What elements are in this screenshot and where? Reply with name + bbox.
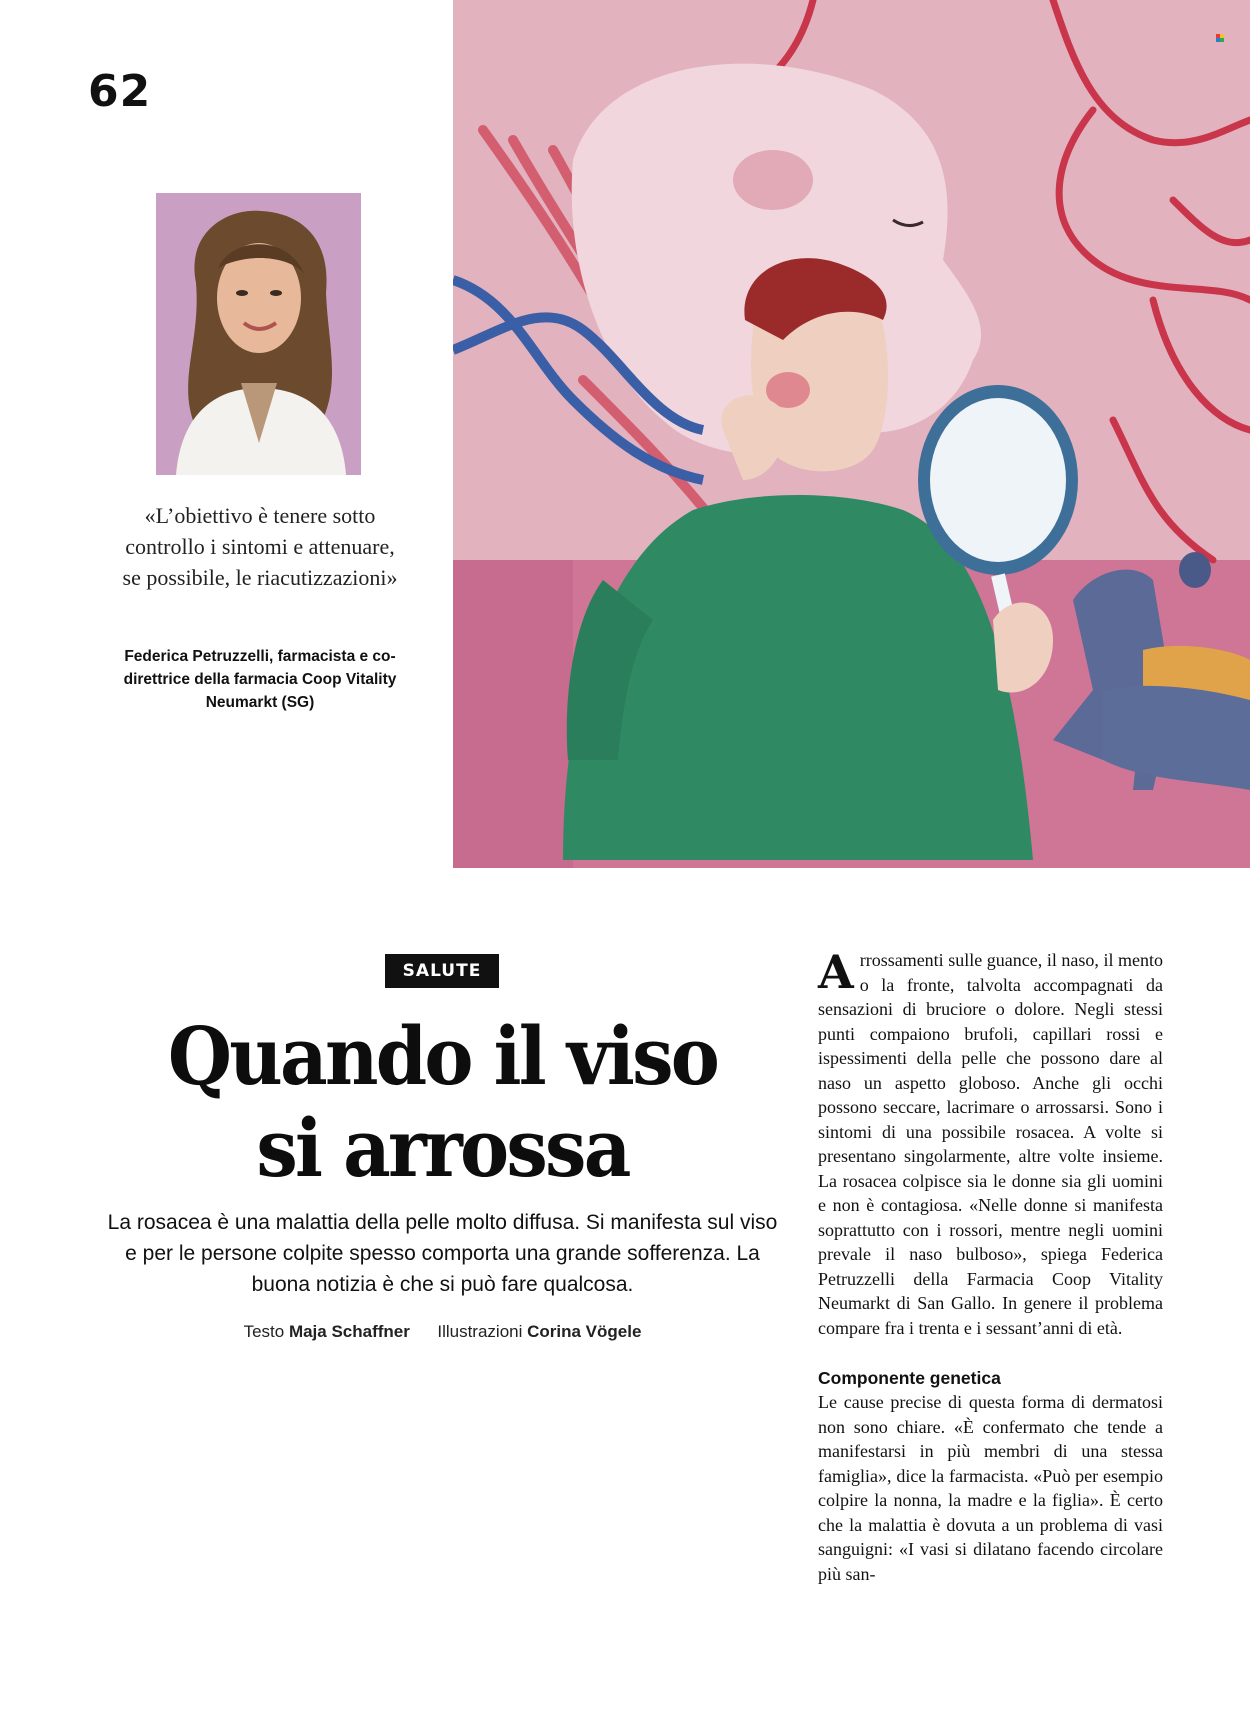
text-author: Maja Schaffner	[288, 1322, 410, 1341]
paragraph-2-text: Le cause precise di questa forma di dermatosi non sono chiare. «È confermato che tende a manifestarsi in più membri di una stessa famiglia», dice la farmacista. «Può per esempio colpire la nonna, la madre e la figlia». È certo che la malattia è dovuta a un problema di vasi sanguigni: «I vasi si dilatano facendo circolare più san-	[818, 1392, 1163, 1584]
pull-quote: «L’obiettivo è tenere sotto controllo i sintomi e attenuare, se possibile, le riacutizzazioni»	[122, 503, 398, 590]
hero-illustration	[453, 0, 1250, 868]
headline-line-2: si arrossa	[256, 1101, 629, 1195]
paragraph-1-text: rrossamenti sulle guance, il naso, il mento o la fronte, talvolta accompagnati da sensazioni di bruciore o dolore. Negli stessi punti compaiono brufoli, capillari rossi e ispessimenti della pelle che possono dare al naso un aspetto globoso. Anche gli occhi possono seccare, lacrimare o arrossarsi. Sono i sintomi di una possibile rosacea. A volte si presentano singolarmente, altre volte insieme. La rosacea colpisce sia le donne sia gli uomini e non è contagiosa. «Nelle donne si manifesta soprattutto con i rossori, mentre negli uomini prevale il naso bulboso», spiega Federica Petruzzelli della Farmacia Coop Vitality Neumarkt di San Gallo. In genere il problema compare fra i trenta e i sessant’anni di età.	[818, 950, 1163, 1338]
page-number: 62	[88, 66, 152, 117]
section-subhead: Componente genetica	[818, 1368, 1001, 1388]
article-lead: La rosacea è una malattia della pelle molto diffusa. Si manifesta sul viso e per le persone colpite spesso comporta una grande sofferenza. La buona notizia è che si può fare qualcosa.	[107, 1211, 778, 1296]
body-paragraph	[818, 945, 1163, 1340]
category-label: SALUTE	[385, 954, 499, 988]
illustration-author: Corina Vögele	[527, 1322, 642, 1341]
drop-cap: A	[818, 945, 854, 999]
illustration-label: Illustrazioni	[437, 1322, 523, 1341]
article-body	[818, 945, 1163, 1586]
color-registration-mark	[1216, 34, 1224, 42]
text-label: Testo	[243, 1322, 285, 1341]
quote-author: Federica Petruzzelli, farmacista e co-direttrice della farmacia Coop Vitality Neumarkt (SG)	[123, 648, 397, 711]
headline-line-1: Quando il viso	[167, 1009, 718, 1103]
article-headline	[137, 1010, 749, 1194]
article-credits	[100, 1322, 785, 1342]
portrait-photo	[156, 193, 361, 475]
